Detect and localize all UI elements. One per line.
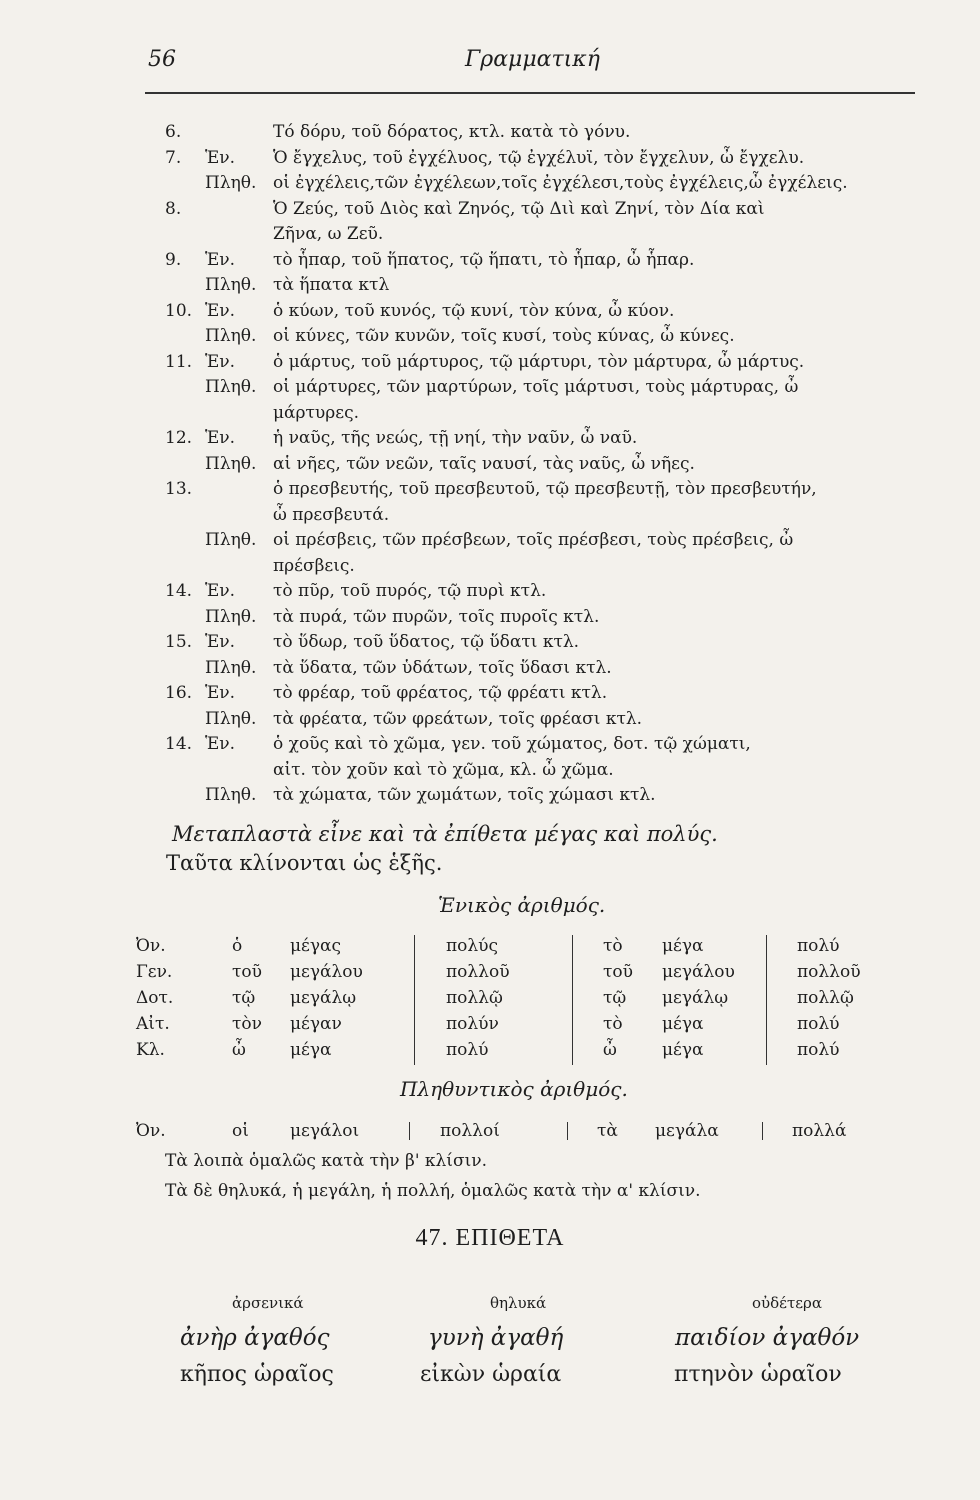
case-label: Ἑν. <box>205 148 236 168</box>
article: τῷ <box>603 988 627 1008</box>
case-label: Ἑν. <box>205 428 236 448</box>
entry-number: 10. <box>165 301 193 321</box>
form: μεγάλου <box>662 962 735 982</box>
case-label: Ἑν. <box>205 352 236 372</box>
entry-number: 6. <box>165 122 182 142</box>
article: τὰ <box>597 1121 618 1141</box>
case-label: Κλ. <box>136 1040 165 1060</box>
form: πολλοί <box>440 1121 500 1141</box>
header-rule <box>145 92 915 94</box>
case-label: Αἰτ. <box>136 1014 170 1034</box>
case-label: Ἑν. <box>205 632 236 652</box>
form: πολύν <box>446 1014 499 1034</box>
form: πολύ <box>446 1040 489 1060</box>
case-label: Γεν. <box>136 962 173 982</box>
case-label: Πληθ. <box>205 377 257 397</box>
entry-text: τὸ ὕδωρ, τοῦ ὕδατος, τῷ ὕδατι κτλ. <box>273 632 580 652</box>
form: μεγάλα <box>655 1121 719 1141</box>
entry-text: τὰ χώματα, τῶν χωμάτων, τοῖς χώμασι κτλ. <box>273 785 656 805</box>
form: μέγα <box>662 1040 704 1060</box>
article: τοῦ <box>232 962 262 982</box>
entry-text: τὸ πῦρ, τοῦ πυρός, τῷ πυρὶ κτλ. <box>273 581 547 601</box>
table-divider <box>766 935 767 1065</box>
article: τὸν <box>232 1014 262 1034</box>
case-label: Ἑν. <box>205 250 236 270</box>
article: τῷ <box>232 988 256 1008</box>
case-label: Πληθ. <box>205 658 257 678</box>
example-masculine-2: κῆπος ὡραῖος <box>180 1362 334 1387</box>
form: μέγα <box>290 1040 332 1060</box>
section-title: 47. ΕΠΙΘΕΤΑ <box>415 1225 565 1251</box>
entry-text: τὰ πυρά, τῶν πυρῶν, τοῖς πυροῖς κτλ. <box>273 607 600 627</box>
form: μεγάλοι <box>290 1121 360 1141</box>
running-title: Γραμματική <box>465 47 600 72</box>
entry-number: 14. <box>165 734 193 754</box>
case-label: Ἑν. <box>205 581 236 601</box>
gender-label-masculine: ἀρσενικά <box>232 1294 304 1312</box>
row-divider <box>409 1122 410 1140</box>
case-label: Πληθ. <box>205 275 257 295</box>
case-label: Ὀν. <box>136 936 166 956</box>
row-divider <box>567 1122 568 1140</box>
case-label: Δοτ. <box>136 988 174 1008</box>
plural-heading: Πληθυντικὸς ἀριθμός. <box>400 1077 628 1101</box>
article: τὸ <box>603 1014 623 1034</box>
entry-text: οἱ πρέσβεις, τῶν πρέσβεων, τοῖς πρέσβεσι, τοὺς πρέσβεις, ὦ <box>273 530 794 550</box>
entry-text: οἱ κύνες, τῶν κυνῶν, τοῖς κυσί, τοὺς κύνας, ὦ κύνες. <box>273 326 735 346</box>
case-label: Πληθ. <box>205 454 257 474</box>
case-label: Ἑν. <box>205 734 236 754</box>
article: ὦ <box>232 1040 246 1060</box>
entry-number: 16. <box>165 683 193 703</box>
article: οἱ <box>232 1121 249 1141</box>
entry-text: ὁ πρεσβευτής, τοῦ πρεσβευτοῦ, τῷ πρεσβευτῇ, τὸν πρεσβευτήν, <box>273 479 817 499</box>
note-line-1: Τὰ λοιπὰ ὁμαλῶς κατὰ τὴν β' κλίσιν. <box>165 1151 487 1171</box>
form: πολλοῦ <box>797 962 861 982</box>
form: πολύς <box>446 936 499 956</box>
gender-label-feminine: θηλυκά <box>490 1294 547 1312</box>
table-divider <box>414 935 415 1065</box>
entry-number: 14. <box>165 581 193 601</box>
entry-number: 15. <box>165 632 193 652</box>
entry-number: 12. <box>165 428 193 448</box>
form: πολλά <box>792 1121 847 1141</box>
entry-text: Ὁ Ζεύς, τοῦ Διὸς καὶ Ζηνός, τῷ Διὶ καὶ Ζηνί, τὸν Δία καὶ <box>273 199 765 219</box>
form: πολύ <box>797 1014 840 1034</box>
example-neuter-2: πτηνὸν ὡραῖον <box>674 1362 842 1387</box>
case-label: Πληθ. <box>205 709 257 729</box>
form: μέγας <box>290 936 342 956</box>
entry-text: Ζῆνα, ω Ζεῦ. <box>273 224 384 244</box>
entry-text: οἱ ἐγχέλεις,τῶν ἐγχέλεων,τοῖς ἐγχέλεσι,τοὺς ἐγχέλεις,ὦ ἐγχέλεις. <box>273 173 848 193</box>
case-label: Πληθ. <box>205 530 257 550</box>
form: μέγα <box>662 936 704 956</box>
form: μεγάλῳ <box>662 988 729 1008</box>
entry-text: τὸ φρέαρ, τοῦ φρέατος, τῷ φρέατι κτλ. <box>273 683 608 703</box>
article: ὁ <box>232 936 243 956</box>
entry-text: ὁ μάρτυς, τοῦ μάρτυρος, τῷ μάρτυρι, τὸν μάρτυρα, ὦ μάρτυς. <box>273 352 805 372</box>
row-divider <box>762 1122 763 1140</box>
form: πολλοῦ <box>446 962 510 982</box>
article: ὦ <box>603 1040 617 1060</box>
entry-number: 9. <box>165 250 182 270</box>
form: πολύ <box>797 1040 840 1060</box>
entry-text: αἰτ. τὸν χοῦν καὶ τὸ χῶμα, κλ. ὦ χῶμα. <box>273 760 614 780</box>
gender-label-neuter: οὐδέτερα <box>752 1294 822 1312</box>
entry-text: ὁ χοῦς καὶ τὸ χῶμα, γεν. τοῦ χώματος, δοτ. τῷ χώματι, <box>273 734 751 754</box>
case-label: Πληθ. <box>205 173 257 193</box>
entry-text: τὰ φρέατα, τῶν φρεάτων, τοῖς φρέασι κτλ. <box>273 709 643 729</box>
article: τὸ <box>603 936 623 956</box>
entry-text: τὰ ἥπατα κτλ <box>273 275 390 295</box>
entry-text: οἱ μάρτυρες, τῶν μαρτύρων, τοῖς μάρτυσι, τοὺς μάρτυρας, ὦ <box>273 377 799 397</box>
entry-number: 13. <box>165 479 193 499</box>
entry-text: ὦ πρεσβευτά. <box>273 505 390 525</box>
note-line-2: Τὰ δὲ θηλυκά, ἡ μεγάλη, ἡ πολλή, ὁμαλῶς κατὰ τὴν α' κλίσιν. <box>165 1181 701 1201</box>
entry-number: 11. <box>165 352 193 372</box>
page-number: 56 <box>148 47 176 72</box>
entry-text: πρέσβεις. <box>273 556 355 576</box>
entry-text: Τό δόρυ, τοῦ δόρατος, κτλ. κατὰ τὸ γόνυ. <box>273 122 631 142</box>
entry-text: ἡ ναῦς, τῆς νεώς, τῇ νηί, τὴν ναῦν, ὦ ναῦ. <box>273 428 638 448</box>
form: μεγάλῳ <box>290 988 357 1008</box>
entry-text: αἱ νῆες, τῶν νεῶν, ταῖς ναυσί, τὰς ναῦς, ὦ νῆες. <box>273 454 695 474</box>
example-feminine-2: εἰκὼν ὡραία <box>420 1362 562 1387</box>
case-label: Πληθ. <box>205 607 257 627</box>
entry-number: 7. <box>165 148 182 168</box>
form: μεγάλου <box>290 962 363 982</box>
form: πολύ <box>797 936 840 956</box>
form: μέγα <box>662 1014 704 1034</box>
singular-heading: Ἑνικὸς ἀριθμός. <box>438 893 606 917</box>
intro-line-1: Μεταπλαστὰ εἶνε καὶ τὰ ἐπίθετα μέγας καὶ πολύς. <box>172 822 718 846</box>
form: μέγαν <box>290 1014 342 1034</box>
example-neuter-1: παιδίον ἀγαθόν <box>675 1325 860 1351</box>
intro-line-2: Ταῦτα κλίνονται ὡς ἑξῆς. <box>166 851 443 875</box>
form: πολλῷ <box>797 988 854 1008</box>
case-label: Ὀν. <box>136 1121 166 1141</box>
example-feminine-1: γυνὴ ἀγαθή <box>428 1325 564 1351</box>
entry-text: Ὁ ἔγχελυς, τοῦ ἐγχέλυος, τῷ ἐγχέλυϊ, τὸν ἔγχελυν, ὦ ἔγχελυ. <box>273 148 805 168</box>
entry-text: τὸ ἧπαρ, τοῦ ἥπατος, τῷ ἥπατι, τὸ ἧπαρ, ὦ ἧπαρ. <box>273 250 695 270</box>
entry-text: τὰ ὕδατα, τῶν ὑδάτων, τοῖς ὕδασι κτλ. <box>273 658 612 678</box>
entry-text: ὁ κύων, τοῦ κυνός, τῷ κυνί, τὸν κύνα, ὦ κύον. <box>273 301 675 321</box>
case-label: Ἑν. <box>205 301 236 321</box>
form: πολλῷ <box>446 988 503 1008</box>
entry-number: 8. <box>165 199 182 219</box>
example-masculine-1: ἀνὴρ ἀγαθός <box>180 1325 330 1351</box>
entry-text: μάρτυρες. <box>273 403 359 423</box>
case-label: Πληθ. <box>205 326 257 346</box>
table-divider <box>572 935 573 1065</box>
case-label: Πληθ. <box>205 785 257 805</box>
article: τοῦ <box>603 962 633 982</box>
case-label: Ἑν. <box>205 683 236 703</box>
